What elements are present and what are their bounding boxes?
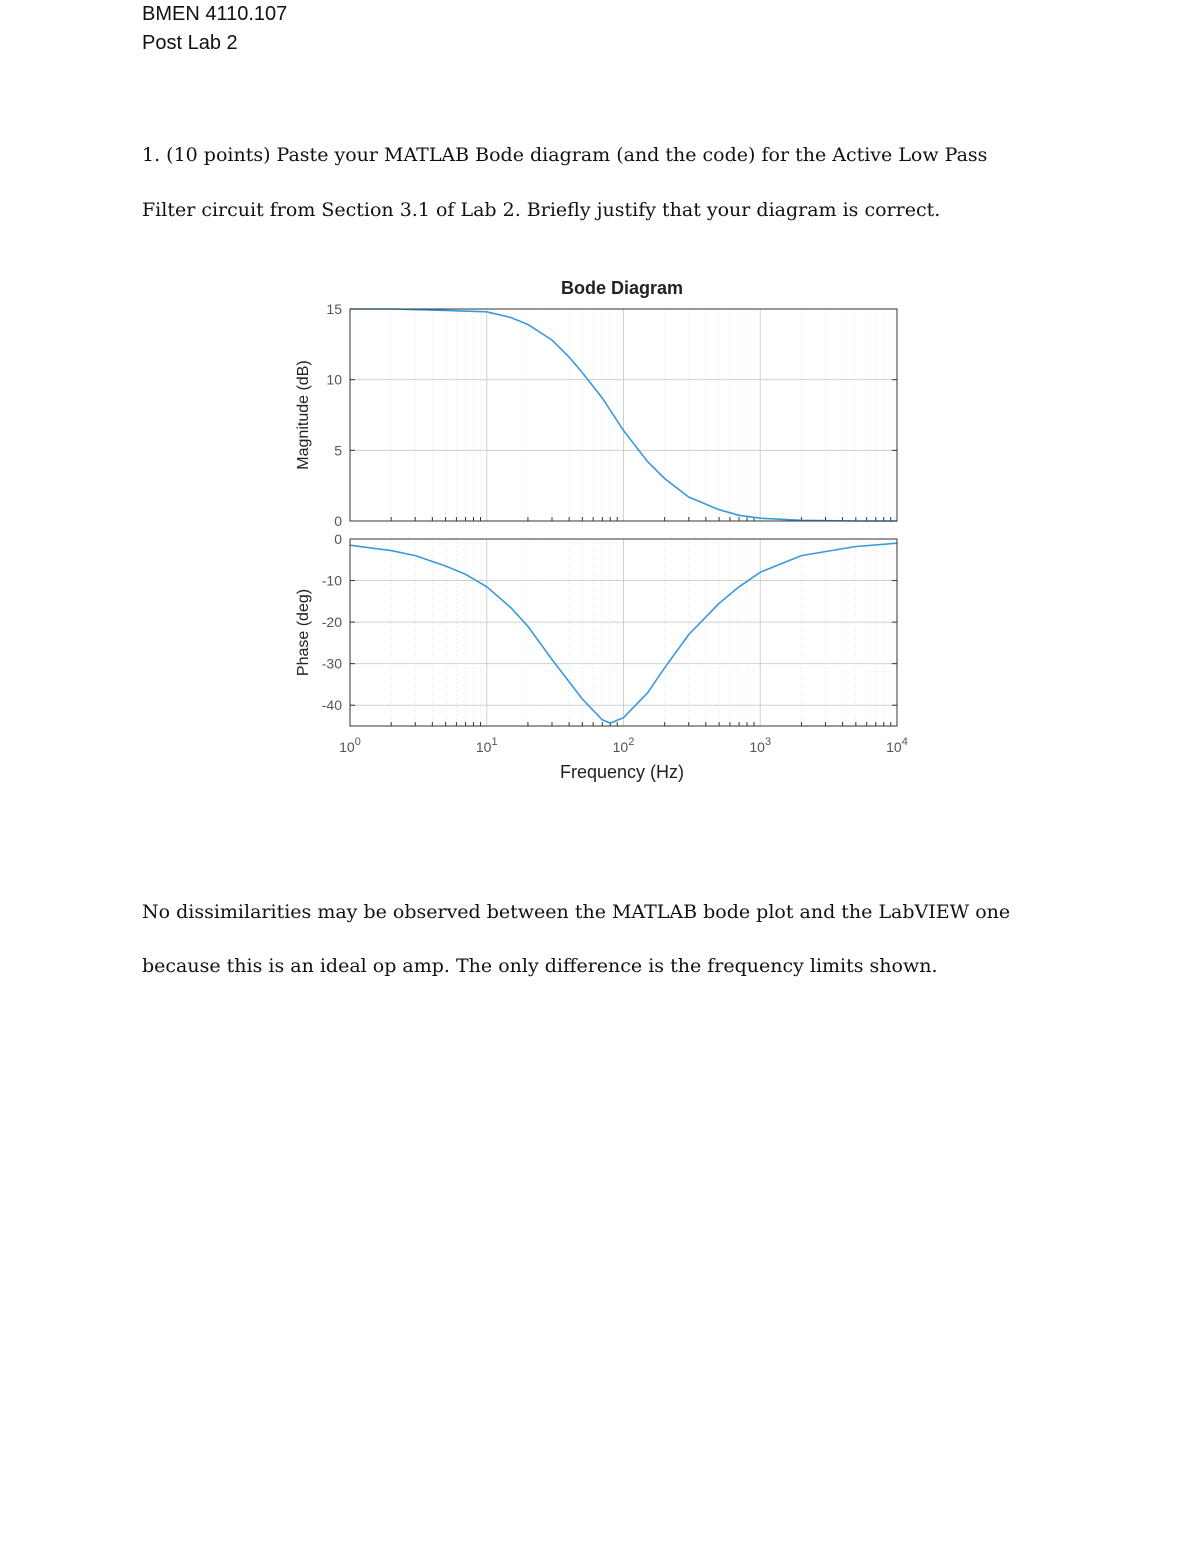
phase-y-tick-label: -10 xyxy=(321,572,342,589)
magnitude-y-tick-label: 15 xyxy=(326,301,342,317)
magnitude-panel xyxy=(295,301,897,529)
x-tick-label: $10^4$ xyxy=(886,736,908,755)
panels-group xyxy=(295,301,908,755)
question-line-2: Filter circuit from Section 3.1 of Lab 2. Briefly justify that your diagram is correct. xyxy=(142,199,941,221)
magnitude-y-tick-label: 5 xyxy=(334,442,342,459)
phase-y-tick-label: -40 xyxy=(321,697,342,714)
x-tick-label: $10^3$ xyxy=(749,736,772,755)
magnitude-y-tick-label: 0 xyxy=(334,513,342,529)
phase-y-axis-label: Phase (deg) xyxy=(295,588,312,677)
x-tick-label: $10^1$ xyxy=(475,736,498,755)
chart-title: Bode Diagram xyxy=(560,278,684,298)
x-tick-label: $10^2$ xyxy=(612,736,635,755)
doc-title: Post Lab 2 xyxy=(142,32,238,54)
bode-diagram xyxy=(280,270,920,800)
answer-line-1: No dissimilarities may be observed between the MATLAB bode plot and the LabVIEW one xyxy=(142,901,1011,923)
magnitude-y-tick-label: 10 xyxy=(326,371,342,388)
phase-y-tick-label: -20 xyxy=(321,614,342,631)
phase-y-tick-label: 0 xyxy=(334,531,342,547)
phase-y-tick-label: -30 xyxy=(321,655,342,672)
magnitude-y-axis-label: Magnitude (dB) xyxy=(295,360,312,470)
x-axis-label: Frequency (Hz) xyxy=(559,762,685,782)
document-header xyxy=(142,0,287,58)
course-code: BMEN 4110.107 xyxy=(142,3,288,25)
answer-line-2: because this is an ideal op amp. The only difference is the frequency limits shown. xyxy=(142,955,938,977)
question-line-1: 1. (10 points) Paste your MATLAB Bode diagram (and the code) for the Active Low Pass xyxy=(142,144,988,166)
x-tick-label: $10^0$ xyxy=(339,736,361,755)
phase-panel xyxy=(295,531,897,726)
